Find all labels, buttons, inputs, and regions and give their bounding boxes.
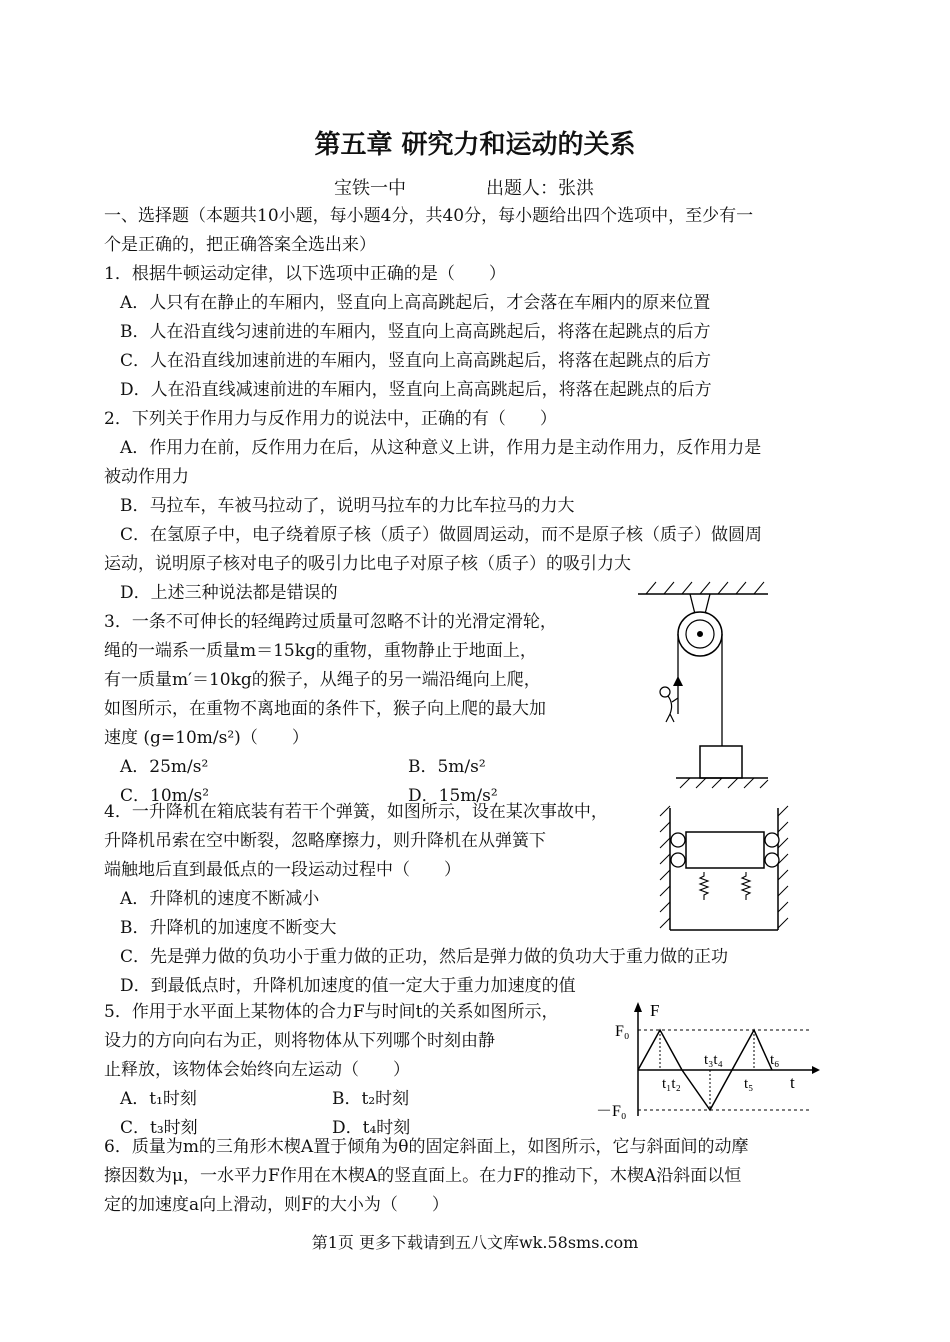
page-footer: 第1页 更多下载请到五八文库wk.58sms.com — [311, 1233, 639, 1252]
q5-line-1: 5．作用于水平面上某物体的合力F与时间t的关系如图所示， — [104, 1002, 559, 1022]
school-name: 宝铁一中 — [334, 178, 406, 199]
q3-line-5: 速度 (g=10m/s²)（ ） — [104, 728, 309, 748]
q1-stem: 1．根据牛顿运动定律，以下选项中正确的是（ ） — [104, 264, 506, 284]
q5-option-c: C．t₃时刻 — [120, 1118, 198, 1138]
q2-option-c-cont: 运动，说明原子核对电子的吸引力比电子对原子核（质子）的吸引力大 — [104, 554, 631, 574]
q3-option-c: C．10m/s² — [120, 786, 210, 806]
label-t: t — [790, 1073, 795, 1092]
q2-option-d: D．上述三种说法都是错误的 — [120, 583, 338, 603]
section-instructions-2: 个是正确的，把正确答案全选出来） — [104, 235, 376, 255]
q2-stem: 2．下列关于作用力与反作用力的说法中，正确的有（ ） — [104, 409, 557, 429]
force-time-graph — [596, 998, 830, 1148]
q1-option-a: A．人只有在静止的车厢内，竖直向上高高跳起后，才会落在车厢内的原来位置 — [120, 293, 711, 313]
label-f: F — [650, 1001, 660, 1020]
q2-option-a-cont: 被动作用力 — [104, 467, 189, 487]
q5-line-2: 设力的方向向右为正，则将物体从下列哪个时刻由静 — [104, 1031, 495, 1051]
q6-line-2: 擦因数为μ，一水平力F作用在木楔A的竖直面上。在力F的推动下，木楔A沿斜面以恒 — [104, 1166, 742, 1186]
q5-option-b: B．t₂时刻 — [332, 1089, 410, 1109]
q4-option-c: C．先是弹力做的负功小于重力做的正功，然后是弹力做的负功大于重力做的正功 — [120, 947, 729, 967]
q5-option-d: D．t₄时刻 — [332, 1118, 411, 1138]
q3-option-d: D．15m/s² — [408, 786, 498, 806]
elevator-figure — [656, 800, 796, 940]
q6-line-1: 6．质量为m的三角形木楔A置于倾角为θ的固定斜面上，如图所示，它与斜面间的动摩 — [104, 1137, 749, 1157]
q4-line-1: 4．一升降机在箱底装有若干个弹簧，如图所示，设在某次事故中， — [104, 802, 608, 822]
label-neg-f0: －F₀ — [596, 1103, 627, 1120]
q3-line-1: 3．一条不可伸长的轻绳跨过质量可忽略不计的光滑定滑轮， — [104, 612, 557, 632]
q5-option-a: A．t₁时刻 — [120, 1089, 197, 1109]
q1-option-d: D．人在沿直线减速前进的车厢内，竖直向上高高跳起后，将落在起跳点的后方 — [120, 380, 712, 400]
spring-icon — [700, 872, 750, 900]
q1-option-c: C．人在沿直线加速前进的车厢内，竖直向上高高跳起后，将落在起跳点的后方 — [120, 351, 712, 371]
monkey-icon — [660, 687, 678, 722]
q4-option-d: D．到最低点时，升降机加速度的值一定大于重力加速度的值 — [120, 976, 576, 996]
q4-line-3: 端触地后直到最低点的一段运动过程中（ ） — [104, 860, 461, 880]
q3-option-a: A．25m/s² — [120, 757, 209, 777]
q3-line-3: 有一质量m′＝10kg的猴子，从绳子的另一端沿绳向上爬， — [104, 670, 541, 690]
q5-line-3: 止释放，该物体会始终向左运动（ ） — [104, 1060, 410, 1080]
q2-option-c: C．在氢原子中，电子绕着原子核（质子）做圆周运动，而不是原子核（质子）做圆周 — [120, 525, 763, 545]
pulley-figure — [628, 576, 788, 796]
q4-line-2: 升降机吊索在空中断裂，忽略摩擦力，则升降机在从弹簧下 — [104, 831, 546, 851]
q3-option-b: B．5m/s² — [408, 757, 486, 777]
author-name: 出题人：张洪 — [486, 178, 594, 199]
q3-line-2: 绳的一端系一质量m＝15kg的重物，重物静止于地面上， — [104, 641, 537, 661]
q2-option-b: B．马拉车，车被马拉动了，说明马拉车的力比车拉马的力大 — [120, 496, 575, 516]
q1-option-b: B．人在沿直线匀速前进的车厢内，竖直向上高高跳起后，将落在起跳点的后方 — [120, 322, 711, 342]
q4-option-a: A．升降机的速度不断减小 — [120, 889, 320, 909]
label-f0: F₀ — [615, 1023, 630, 1040]
label-t5: t₅ — [744, 1076, 754, 1092]
label-t6: t₆ — [770, 1052, 780, 1068]
q3-line-4: 如图所示，在重物不离地面的条件下，猴子向上爬的最大加 — [104, 699, 546, 719]
label-t3t4: t₃t₄ — [704, 1052, 723, 1068]
section-instructions-1: 一、选择题（本题共10小题，每小题4分，共40分，每小题给出四个选项中，至少有一 — [104, 206, 754, 226]
q2-option-a: A．作用力在前，反作用力在后，从这种意义上讲，作用力是主动作用力，反作用力是 — [120, 438, 762, 458]
label-t1t2: t₁t₂ — [662, 1076, 681, 1092]
q6-line-3: 定的加速度a向上滑动，则F的大小为（ ） — [104, 1195, 449, 1215]
page-title: 第五章 研究力和运动的关系 — [314, 130, 636, 160]
q4-option-b: B．升降机的加速度不断变大 — [120, 918, 337, 938]
